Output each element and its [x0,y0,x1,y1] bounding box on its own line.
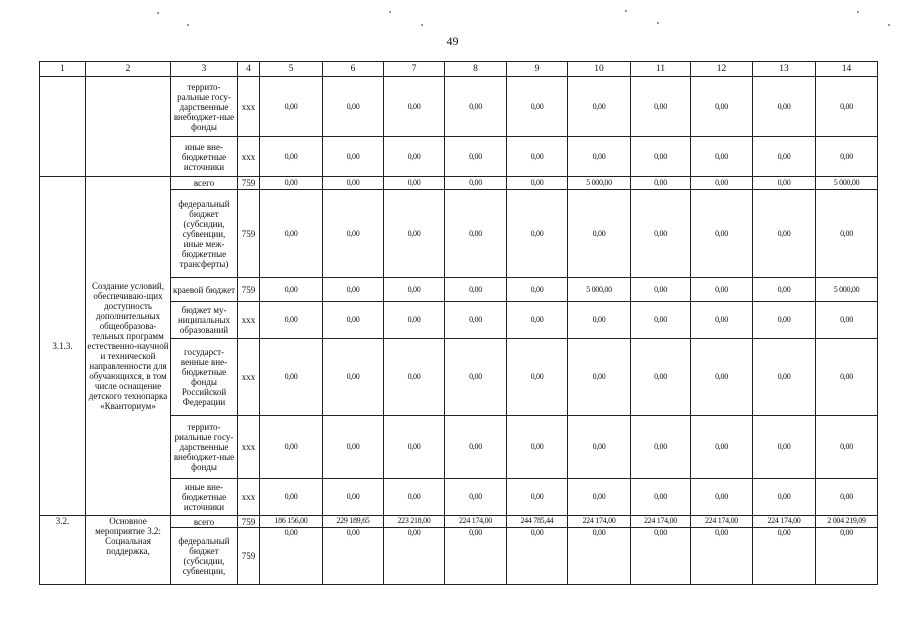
row-number: 3.2. [40,516,86,585]
budget-code: 759 [238,177,260,190]
value-cell: 0,00 [384,339,445,416]
column-header: 14 [816,62,878,77]
value-cell: 0,00 [323,479,384,516]
column-header: 5 [260,62,323,77]
value-cell: 0,00 [260,302,323,339]
value-cell: 0,00 [816,77,878,137]
value-cell: 0,00 [260,190,323,278]
value-cell: 0,00 [384,479,445,516]
page-number: 49 [446,34,459,48]
value-cell: 0,00 [384,177,445,190]
budget-code: 759 [238,516,260,528]
value-cell: 0,00 [631,339,691,416]
funding-source: иные вне-бюджетные источники [171,137,238,177]
measure-name: Основное мероприятие 3.2: Социальная поддержка, [86,516,171,585]
value-cell: 0,00 [323,528,384,585]
value-cell: 224 174,00 [568,516,631,528]
column-header: 11 [631,62,691,77]
column-header: 9 [507,62,568,77]
budget-code: xxx [238,479,260,516]
value-cell: 0,00 [816,479,878,516]
value-cell: 0,00 [631,190,691,278]
value-cell: 0,00 [260,479,323,516]
funding-source: бюджет му-ниципальных образований [171,302,238,339]
value-cell: 0,00 [631,278,691,302]
column-header: 13 [753,62,816,77]
value-cell: 0,00 [568,137,631,177]
value-cell: 0,00 [631,137,691,177]
column-header: 4 [238,62,260,77]
budget-code: 759 [238,528,260,585]
value-cell: 0,00 [753,479,816,516]
value-cell: 0,00 [816,137,878,177]
value-cell: 0,00 [568,190,631,278]
budget-code: xxx [238,137,260,177]
column-header: 12 [691,62,753,77]
column-header: 10 [568,62,631,77]
value-cell: 0,00 [260,137,323,177]
value-cell: 0,00 [691,339,753,416]
funding-source: террито-риальные госу-дарственные внебюджет-ные фонды [171,416,238,479]
value-cell: 0,00 [323,190,384,278]
value-cell: 0,00 [323,416,384,479]
budget-code: xxx [238,339,260,416]
value-cell: 0,00 [445,302,507,339]
value-cell: 0,00 [507,479,568,516]
value-cell: 0,00 [323,177,384,190]
value-cell: 0,00 [816,302,878,339]
value-cell: 0,00 [631,528,691,585]
value-cell: 224 174,00 [445,516,507,528]
value-cell: 224 174,00 [631,516,691,528]
value-cell: 0,00 [631,479,691,516]
value-cell: 0,00 [323,77,384,137]
table-row [40,516,878,528]
value-cell: 0,00 [445,479,507,516]
value-cell: 0,00 [507,190,568,278]
value-cell: 0,00 [691,278,753,302]
value-cell: 0,00 [445,177,507,190]
value-cell: 0,00 [445,339,507,416]
column-header: 2 [86,62,171,77]
value-cell: 0,00 [384,137,445,177]
value-cell: 0,00 [753,416,816,479]
value-cell: 0,00 [691,190,753,278]
value-cell: 0,00 [753,528,816,585]
value-cell: 0,00 [631,302,691,339]
value-cell: 0,00 [568,339,631,416]
value-cell: 5 000,00 [816,278,878,302]
funding-source: террито-ральные госу-дарственные внебюджет-ные фонды [171,77,238,137]
value-cell: 0,00 [753,302,816,339]
value-cell: 0,00 [753,77,816,137]
column-header: 8 [445,62,507,77]
value-cell: 0,00 [260,416,323,479]
table-row [40,177,878,190]
value-cell: 0,00 [384,77,445,137]
value-cell: 0,00 [631,416,691,479]
value-cell: 0,00 [507,416,568,479]
value-cell: 186 156,00 [260,516,323,528]
value-cell: 0,00 [384,528,445,585]
value-cell: 224 174,00 [753,516,816,528]
value-cell: 0,00 [445,416,507,479]
value-cell: 0,00 [507,339,568,416]
budget-code: 759 [238,190,260,278]
row-number: 3.1.3. [40,177,86,516]
value-cell: 0,00 [691,416,753,479]
value-cell: 0,00 [568,77,631,137]
value-cell: 0,00 [260,77,323,137]
value-cell: 244 785,44 [507,516,568,528]
funding-source: всего [171,516,238,528]
budget-code: xxx [238,77,260,137]
value-cell: 0,00 [631,77,691,137]
value-cell: 0,00 [323,302,384,339]
value-cell: 0,00 [816,339,878,416]
value-cell: 0,00 [260,339,323,416]
header-row [40,62,878,77]
value-cell: 5 000,00 [568,278,631,302]
funding-source: федеральный бюджет (субсидии, субвенции, иные меж-бюджетные трансферты) [171,190,238,278]
value-cell: 0,00 [816,416,878,479]
value-cell: 0,00 [816,190,878,278]
value-cell: 0,00 [568,416,631,479]
value-cell: 0,00 [691,528,753,585]
value-cell: 0,00 [691,137,753,177]
value-cell: 0,00 [753,190,816,278]
value-cell: 0,00 [753,278,816,302]
value-cell: 5 000,00 [816,177,878,190]
column-header: 3 [171,62,238,77]
value-cell: 0,00 [816,528,878,585]
value-cell: 0,00 [753,177,816,190]
value-cell: 0,00 [323,137,384,177]
value-cell: 224 174,00 [691,516,753,528]
row-number [40,77,86,177]
value-cell: 0,00 [691,479,753,516]
funding-source: федеральный бюджет (субсидии, субвенции, [171,528,238,585]
value-cell: 0,00 [323,339,384,416]
funding-source: краевой бюджет [171,278,238,302]
value-cell: 0,00 [507,137,568,177]
budget-code: xxx [238,416,260,479]
measure-name [86,77,171,177]
value-cell: 0,00 [445,137,507,177]
funding-source: иные вне-бюджетные источники [171,479,238,516]
value-cell: 229 189,65 [323,516,384,528]
value-cell: 0,00 [691,177,753,190]
value-cell: 2 004 219,09 [816,516,878,528]
value-cell: 0,00 [507,302,568,339]
column-header: 7 [384,62,445,77]
value-cell: 0,00 [507,77,568,137]
value-cell: 0,00 [445,77,507,137]
value-cell: 0,00 [260,177,323,190]
value-cell: 0,00 [753,339,816,416]
value-cell: 0,00 [384,302,445,339]
value-cell: 0,00 [260,528,323,585]
value-cell: 0,00 [568,528,631,585]
value-cell: 223 218,00 [384,516,445,528]
value-cell: 0,00 [445,528,507,585]
value-cell: 0,00 [568,302,631,339]
budget-code: xxx [238,302,260,339]
value-cell: 0,00 [384,416,445,479]
value-cell: 0,00 [631,177,691,190]
funding-source: всего [171,177,238,190]
budget-code: 759 [238,278,260,302]
value-cell: 0,00 [753,137,816,177]
value-cell: 0,00 [568,479,631,516]
value-cell: 0,00 [507,177,568,190]
value-cell: 0,00 [384,190,445,278]
table-row [40,77,878,137]
value-cell: 5 000,00 [568,177,631,190]
value-cell: 0,00 [691,77,753,137]
value-cell: 0,00 [323,278,384,302]
column-header: 1 [40,62,86,77]
value-cell: 0,00 [445,190,507,278]
value-cell: 0,00 [507,528,568,585]
value-cell: 0,00 [445,278,507,302]
funding-source: государст-венные вне-бюджетные фонды Российской Федерации [171,339,238,416]
value-cell: 0,00 [691,302,753,339]
value-cell: 0,00 [260,278,323,302]
value-cell: 0,00 [384,278,445,302]
budget-table [39,61,878,585]
column-header: 6 [323,62,384,77]
value-cell: 0,00 [507,278,568,302]
measure-name: Создание условий, обеспечиваю-щих доступность дополнительных общеобразова-тельных программ естественно-научной и технической направленности для обучающихся, в том числе оснащение детского технопарка «Кванториум» [86,177,171,516]
